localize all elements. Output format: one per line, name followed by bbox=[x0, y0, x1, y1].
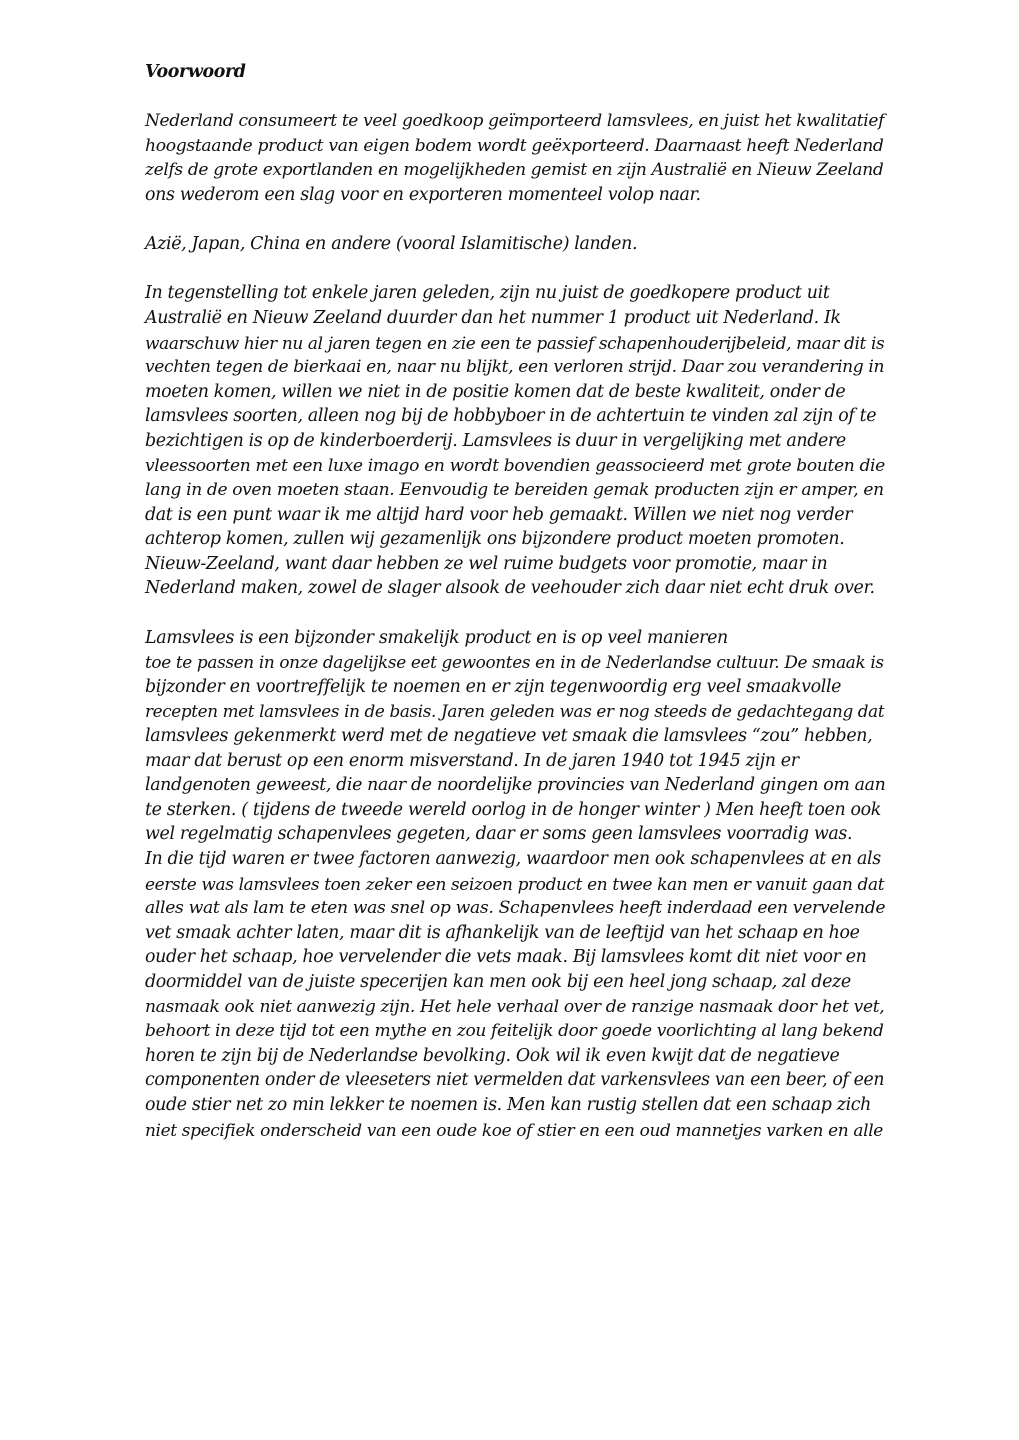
text-line: waarschuw hier nu al jaren tegen en zie een te passief schapenhouderijbeleid, maar dit is bbox=[145, 332, 885, 353]
text-line: In tegenstelling tot enkele jaren geleden, zijn nu juist de goedkopere product uit bbox=[145, 283, 830, 304]
paragraph bbox=[145, 109, 885, 207]
text-line: zelfs de grote exportlanden en mogelijkheden gemist en zijn Australië en Nieuw Zeeland bbox=[145, 160, 884, 181]
text-line: ouder het schaap, hoe vervelender die vets maak. Bij lamsvlees komt dit niet voor en bbox=[145, 947, 867, 968]
text-line: lamsvlees gekenmerkt werd met de negatieve vet smaak die lamsvlees “zou” hebben, bbox=[145, 726, 873, 747]
text-line: nasmaak ook niet aanwezig zijn. Het hele verhaal over de ranzige nasmaak door het vet, bbox=[145, 996, 885, 1017]
text-line: wel regelmatig schapenvlees gegeten, daar er soms geen lamsvlees voorradig was. bbox=[145, 824, 853, 845]
text-line: bezichtigen is op de kinderboerderij. Lamsvlees is duur in vergelijking met andere bbox=[145, 430, 846, 451]
text-line: achterop komen, zullen wij gezamenlijk ons bijzondere product moeten promoten. bbox=[145, 529, 845, 550]
text-line: ons wederom een slag voor en exporteren momenteel volop naar. bbox=[145, 184, 701, 205]
text-line: maar dat berust op een enorm misverstand. In de jaren 1940 tot 1945 zijn er bbox=[145, 750, 799, 771]
text-line: Australië en Nieuw Zeeland duurder dan het nummer 1 product uit Nederland. Ik bbox=[145, 307, 841, 328]
text-line: vet smaak achter laten, maar dit is afhankelijk van de leeftijd van het schaap en hoe bbox=[145, 922, 860, 943]
document-body bbox=[145, 60, 885, 1167]
text-line: lang in de oven moeten staan. Eenvoudig te bereiden gemak producten zijn er amper, en bbox=[145, 480, 884, 501]
text-line: dat is een punt waar ik me altijd hard voor heb gemaakt. Willen we niet nog verder bbox=[145, 504, 853, 525]
text-line: moeten komen, willen we niet in de positie komen dat de beste kwaliteit, onder de bbox=[145, 381, 846, 402]
text-line: doormiddel van de juiste specerijen kan men ook bij een heel jong schaap, zal deze bbox=[145, 971, 851, 992]
text-line: bijzonder en voortreffelijk te noemen en er zijn tegenwoordig erg veel smaakvolle bbox=[145, 676, 842, 697]
text-line: vleessoorten met een luxe imago en wordt bovendien geassocieerd met grote bouten die bbox=[145, 455, 885, 476]
text-line: toe te passen in onze dagelijkse eet gewoontes en in de Nederlandse cultuur. De smaak is bbox=[145, 652, 884, 673]
text-line: Nieuw-Zeeland, want daar hebben ze wel ruime budgets voor promotie, maar in bbox=[145, 553, 828, 574]
text-line: hoogstaande product van eigen bodem wordt geëxporteerd. Daarnaast heeft Nederland bbox=[145, 135, 884, 156]
text-line: alles wat als lam te eten was snel op was. Schapenvlees heeft inderdaad een vervelende bbox=[145, 898, 886, 919]
text-line: landgenoten geweest, die naar de noordelijke provincies van Nederland gingen om aan bbox=[145, 775, 886, 796]
text-line: eerste was lamsvlees toen zeker een seizoen product en twee kan men er vanuit gaan dat bbox=[145, 873, 885, 894]
text-line: Lamsvlees is een bijzonder smakelijk product en is op veel manieren bbox=[145, 627, 728, 648]
text-line: oude stier net zo min lekker te noemen is. Men kan rustig stellen dat een schaap zich bbox=[145, 1094, 872, 1115]
text-line: Azië, Japan, China en andere (vooral Islamitische) landen. bbox=[145, 234, 638, 255]
text-line: Nederland consumeert te veel goedkoop geïmporteerd lamsvlees, en juist het kwalitatief bbox=[145, 111, 885, 132]
text-line: componenten onder de vleeseters niet vermelden dat varkensvlees van een beer, of een bbox=[145, 1070, 885, 1091]
text-line: niet specifiek onderscheid van een oude koe of stier en een oud mannetjes varken en alle bbox=[145, 1119, 883, 1140]
document-title: Voorwoord bbox=[145, 62, 246, 82]
text-line: behoort in deze tijd tot een mythe en zou feitelijk door goede voorlichting al lang bekend bbox=[145, 1021, 884, 1042]
paragraph-container bbox=[145, 109, 885, 1142]
text-line: In die tijd waren er twee factoren aanwezig, waardoor men ook schapenvlees at en als bbox=[145, 849, 881, 869]
text-line: recepten met lamsvlees in de basis. Jaren geleden was er nog steeds de gedachtegang dat bbox=[145, 701, 885, 722]
paragraph bbox=[145, 281, 885, 601]
text-line: lamsvlees soorten, alleen nog bij de hobbyboer in de achtertuin te vinden zal zijn of te bbox=[145, 406, 877, 427]
text-line: Nederland maken, zowel de slager alsook de veehouder zich daar niet echt druk over. bbox=[145, 578, 875, 599]
paragraph bbox=[145, 232, 885, 257]
paragraph bbox=[145, 626, 885, 1142]
text-line: vechten tegen de bierkaai en, naar nu blijkt, een verloren strijd. Daar zou verandering in bbox=[145, 357, 885, 378]
text-line: horen te zijn bij de Nederlandse bevolking. Ook wil ik even kwijt dat de negatieve bbox=[145, 1045, 840, 1066]
text-line: te sterken. ( tijdens de tweede wereld oorlog in de honger winter ) Men heeft toen ook bbox=[145, 799, 881, 820]
